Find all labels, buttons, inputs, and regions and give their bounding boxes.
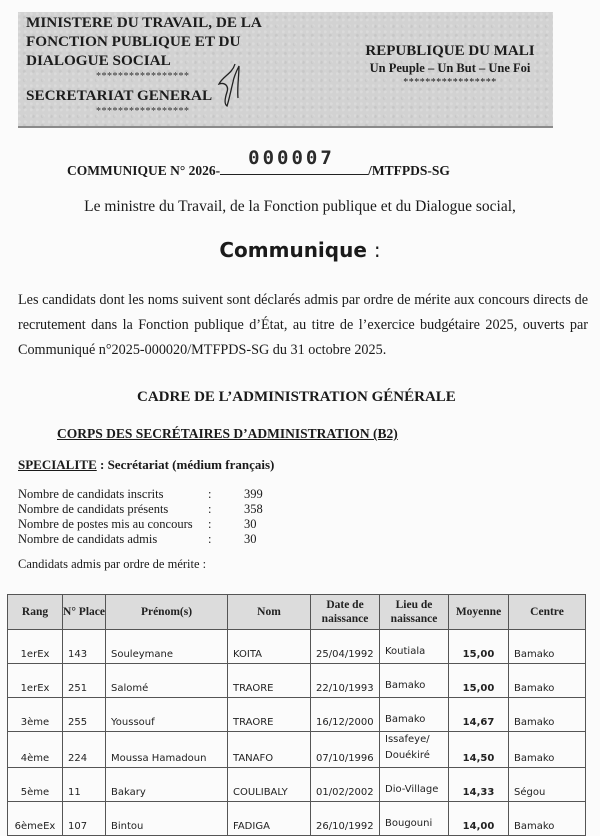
- stat-row: [18, 487, 263, 502]
- stat-row: [18, 517, 263, 532]
- cell-prenom: Youssouf: [106, 698, 228, 732]
- cell-prenom: Salomé: [106, 664, 228, 698]
- results-table: [7, 594, 586, 836]
- corps-heading: CORPS DES SECRÉTAIRES D’ADMINISTRATION (B2): [57, 426, 398, 441]
- header-moyenne: Moyenne: [449, 595, 509, 630]
- cell-prenom: Moussa Hamadoun: [106, 732, 228, 768]
- page-title: [0, 238, 600, 262]
- specialite-label: SPECIALITE: [18, 457, 97, 472]
- table-row: [8, 630, 586, 664]
- header-nom: Nom: [228, 595, 311, 630]
- cell-place: 251: [63, 664, 106, 698]
- cell-centre: Bamako: [509, 732, 586, 768]
- cell-centre: Bamako: [509, 698, 586, 732]
- cell-centre: Bamako: [509, 802, 586, 836]
- reference-blank: [220, 147, 368, 175]
- stats-block: [18, 487, 263, 547]
- star-separator: *****************: [403, 77, 497, 88]
- cell-rang: 3ème: [8, 698, 63, 732]
- stat-value: 399: [244, 487, 263, 501]
- cell-date: 26/10/1992: [311, 802, 380, 836]
- cell-place: 143: [63, 630, 106, 664]
- cell-lieu: Issafeye/ Douékiré: [380, 732, 449, 768]
- cell-rang: 5ème: [8, 768, 63, 802]
- stat-separator: :: [208, 517, 212, 531]
- cell-place: 255: [63, 698, 106, 732]
- cell-lieu: Bamako: [380, 664, 449, 698]
- stat-label: Nombre de postes mis au concours: [18, 517, 193, 531]
- cell-moyenne: 14,00: [449, 802, 509, 836]
- cell-nom: COULIBALY: [228, 768, 311, 802]
- stat-row: [18, 502, 263, 517]
- cell-nom: TRAORE: [228, 698, 311, 732]
- specialite-line: [18, 457, 274, 473]
- admis-label: Candidats admis par ordre de mérite :: [18, 557, 207, 571]
- cell-centre: Bamako: [509, 664, 586, 698]
- minister-line: Le ministre du Travail, de la Fonction publique et du Dialogue social,: [84, 198, 516, 215]
- cell-prenom: Bintou: [106, 802, 228, 836]
- header-rang: Rang: [8, 595, 63, 630]
- stat-separator: :: [208, 487, 212, 501]
- star-separator: *****************: [96, 106, 190, 117]
- table-row: [8, 698, 586, 732]
- cell-date: 16/12/2000: [311, 698, 380, 732]
- table-row: [8, 802, 586, 836]
- stat-value: 30: [244, 532, 257, 546]
- cell-lieu: Dio-Village: [380, 768, 449, 802]
- table-row: [8, 664, 586, 698]
- title-colon: :: [373, 238, 381, 262]
- ministry-block: [26, 13, 286, 119]
- table-row: [8, 732, 586, 768]
- cell-rang: 4ème: [8, 732, 63, 768]
- cell-lieu: Koutiala: [380, 630, 449, 664]
- cell-nom: TANAFO: [228, 732, 311, 768]
- cell-moyenne: 14,67: [449, 698, 509, 732]
- cell-moyenne: 15,00: [449, 664, 509, 698]
- cell-moyenne: 14,50: [449, 732, 509, 768]
- ministry-line: DIALOGUE SOCIAL: [26, 52, 171, 69]
- secretariat-general: SECRETARIAT GENERAL: [26, 87, 213, 104]
- stat-separator: :: [208, 532, 212, 546]
- header-lieu: Lieu de naissance: [380, 595, 449, 630]
- cell-prenom: Bakary: [106, 768, 228, 802]
- stat-value: 30: [244, 517, 257, 531]
- cell-nom: TRAORE: [228, 664, 311, 698]
- cell-place: 11: [63, 768, 106, 802]
- cell-centre: Bamako: [509, 630, 586, 664]
- header-centre: Centre: [509, 595, 586, 630]
- stat-separator: :: [208, 502, 212, 516]
- republic-title: REPUBLIQUE DU MALI: [365, 43, 535, 59]
- reference-suffix: /MTFPDS-SG: [368, 163, 450, 178]
- communique-reference: [67, 147, 450, 179]
- cell-nom: FADIGA: [228, 802, 311, 836]
- header-place: N° Place: [63, 595, 106, 630]
- cell-place: 107: [63, 802, 106, 836]
- cell-rang: 6èmeEx: [8, 802, 63, 836]
- header-date: Date de naissance: [311, 595, 380, 630]
- cell-nom: KOITA: [228, 630, 311, 664]
- cadre-heading: CADRE DE L’ADMINISTRATION GÉNÉRALE: [137, 389, 456, 405]
- cell-rang: 1erEx: [8, 630, 63, 664]
- cell-date: 22/10/1993: [311, 664, 380, 698]
- stat-row: [18, 532, 263, 547]
- star-separator: *****************: [96, 71, 190, 82]
- cell-prenom: Souleymane: [106, 630, 228, 664]
- reference-number: 000007: [248, 147, 335, 169]
- stat-value: 358: [244, 502, 263, 516]
- header-prenom: Prénom(s): [106, 595, 228, 630]
- cell-date: 25/04/1992: [311, 630, 380, 664]
- cell-lieu: Bamako: [380, 698, 449, 732]
- ministry-line: FONCTION PUBLIQUE ET DU: [26, 33, 241, 50]
- reference-prefix: COMMUNIQUE N° 2026-: [67, 163, 221, 178]
- cell-lieu: Bougouni: [380, 802, 449, 836]
- table-header-row: [8, 595, 586, 630]
- cell-rang: 1erEx: [8, 664, 63, 698]
- stat-label: Nombre de candidats inscrits: [18, 487, 164, 501]
- title-text: Communique: [219, 238, 367, 262]
- republic-motto: Un Peuple – Un But – Une Foi: [369, 61, 531, 75]
- cell-moyenne: 15,00: [449, 630, 509, 664]
- ministry-line: MINISTERE DU TRAVAIL, DE LA: [26, 14, 262, 31]
- cell-date: 07/10/1996: [311, 732, 380, 768]
- republic-block: [352, 42, 548, 89]
- cell-date: 01/02/2002: [311, 768, 380, 802]
- signature-icon: [215, 62, 245, 108]
- intro-paragraph: Les candidats dont les noms suivent sont déclarés admis par ordre de mérite aux concours directs de recrutement dans la Fonction publique d’État, au titre de l’exercice budgétaire 2025, ouverts par Communiqué n°2025-000020/MTFPDS-SG du 31 octobre 2025.: [18, 292, 588, 358]
- stat-label: Nombre de candidats présents: [18, 502, 169, 516]
- cell-moyenne: 14,33: [449, 768, 509, 802]
- stat-label: Nombre de candidats admis: [18, 532, 158, 546]
- cell-centre: Ségou: [509, 768, 586, 802]
- cell-place: 224: [63, 732, 106, 768]
- specialite-value: : Secrétariat (médium français): [96, 457, 275, 472]
- table-row: [8, 768, 586, 802]
